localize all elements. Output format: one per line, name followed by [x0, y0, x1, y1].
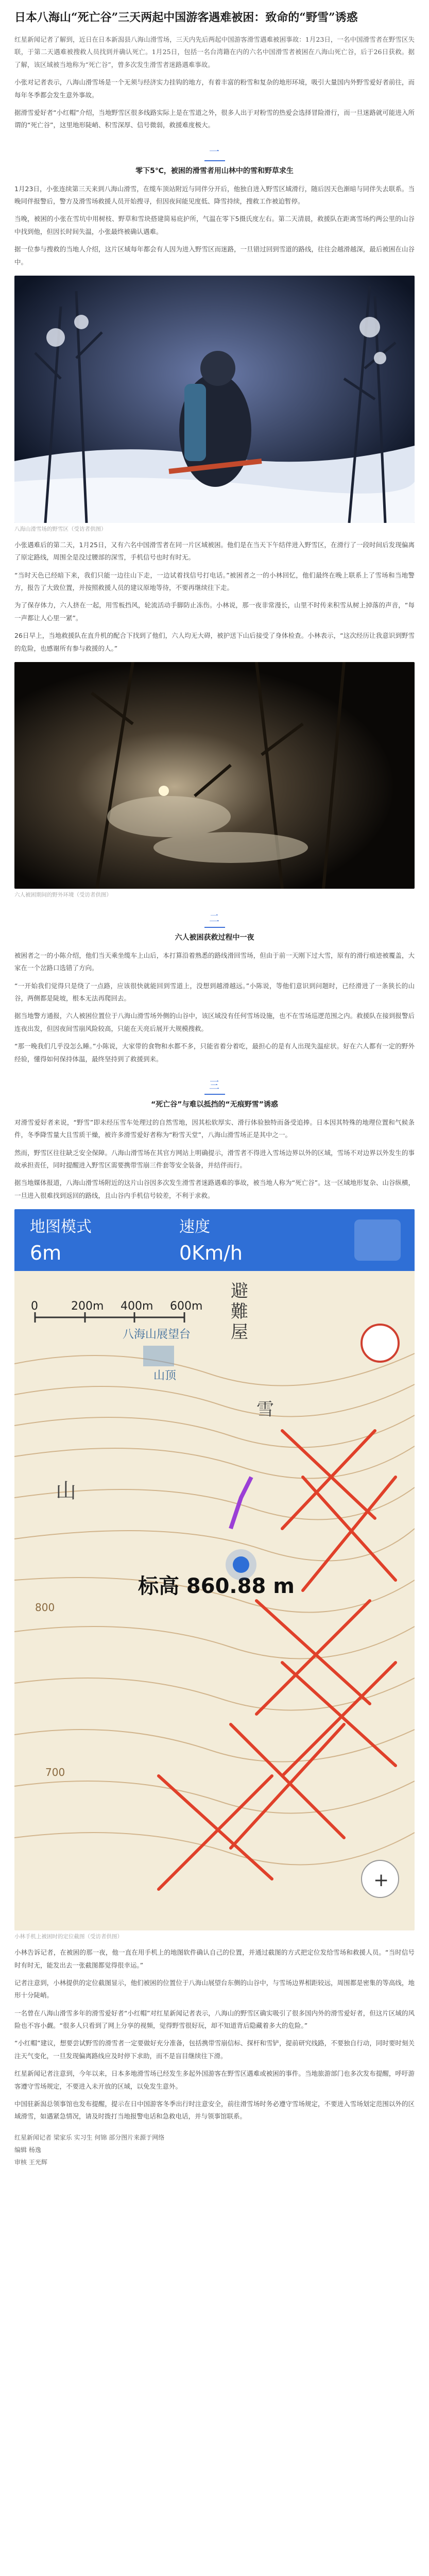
contour-label: 700 — [45, 1766, 65, 1779]
map-kanji: 難 — [231, 1301, 248, 1323]
scale-tick: 0 — [31, 1300, 38, 1313]
story-paragraph: 小张遇难后的第二天，1月25日，又有六名中国滑雪者在同一片区域被困。他们是在当天下午结伴进入野雪区，在滑行了一段时间后发现偏离了原定路线，周围全是没过腰部的深雪，手机信号也时有时无。 — [14, 540, 415, 562]
byline: 红星新闻记者 梁家乐 实习生 何锦 部分图片来源于网络 — [14, 2133, 165, 2141]
section-paragraph: “那一晚我们几乎没怎么睡。”小陈说，大家带的食物和水都不多，只能省着分着吃，最担心的是有人出现失温症状。好在六人都有一定的野外经验，懂得如何保持体温，最终坚持到了救援到来。 — [14, 1042, 415, 1063]
section-paragraph: 当晚，被困的小张在雪坑中用树枝、野草和雪块搭建简易庇护所，气温在零下5摄氏度左右。第二天清晨，救援队在距离雪场约两公里的山谷中找到他，但因长时间失温，小张最终被确认遇难。 — [14, 215, 415, 235]
story-paragraph: 为了保存体力，六人挤在一起，用雪板挡风，轮流活动手脚防止冻伤。小林说，那一夜非常漫长，山里不时传来积雪从树上掉落的声音，“每一声都让人心里一紧”。 — [14, 601, 415, 622]
map-mode-label: 地图模式 — [30, 1218, 92, 1236]
map-kanji: 山 — [56, 1479, 76, 1503]
svg-text:+: + — [373, 1870, 389, 1891]
closing-paragraph: 一名曾在八海山滑雪多年的滑雪爱好者“小红帽”对红星新闻记者表示，八海山的野雪区确实吸引了很多国内外的滑雪爱好者，但这片区域的风险也不容小觑。“很多人只看到了网上分享的视频，觉得野雪很好玩，却不知道背后隐藏着多大的危险。” — [14, 2009, 415, 2029]
story-paragraph: 26日早上，当地救援队在直升机的配合下找到了他们，六人均无大碍，被护送下山后接受了身体检查。小林表示，“这次经历让我意识到野雪的危险，也感谢所有参与救援的人。” — [14, 632, 415, 652]
closing-paragraph: 红星新闻记者注意到，今年以来，日本多地滑雪场已经发生多起外国游客在野雪区遇难或被困的事件。当地旅游部门也多次发布提醒，呼吁游客遵守雪场规定，不要进入未开放的区域，以免发生意外。 — [14, 2070, 415, 2090]
photo-caption: 八海山滑雪场的野雪区（受访者供图） — [14, 526, 107, 532]
elevation-label: 标高 860.88 m — [138, 1574, 295, 1599]
night-ski-photo — [14, 276, 415, 523]
section-paragraph: 对滑雪爱好者来说，“野雪”即未经压雪车处理过的自然雪地，因其松软厚实、滑行体验独特而备受追捧。日本因其特殊的地理位置和气候条件，冬季降雪量大且雪质干燥，被许多滑雪爱好者称为“粉雪天堂”，八海山滑雪场正是其中之一。 — [14, 1118, 415, 1139]
section-paragraph: 被困者之一的小陈介绍，他们当天乘坐缆车上山后，本打算沿着熟悉的路线滑回雪场，但由于前一天刚下过大雪，原有的滑行痕迹被覆盖，大家在一个岔路口选错了方向。 — [14, 951, 415, 972]
scale-tick: 600m — [170, 1300, 203, 1313]
location-marker-icon — [226, 1549, 256, 1580]
forest-night-photo — [14, 662, 415, 889]
section-paragraph: “一开始我们觉得只是绕了一点路，应该很快就能回到雪道上，没想到越滑越远。”小陈说，等他们意识到问题时，已经滑进了一条狭长的山谷，两侧都是陡坡，根本无法再爬回去。 — [14, 981, 415, 1002]
map-speed-label: 速度 — [179, 1218, 210, 1236]
map-kanji: 避 — [231, 1281, 248, 1302]
section-number: 一 — [209, 145, 220, 158]
map-kanji: 雪 — [256, 1399, 274, 1420]
section-paragraph: 然而，野雪区往往缺乏安全保障。八海山滑雪场在其官方网站上明确提示，滑雪者不得进入雪场边界以外的区域，雪场不对边界以外发生的事故承担责任，同时提醒进入野雪区需要携带雪崩三件套等安全装备，并结伴而行。 — [14, 1148, 415, 1169]
section-paragraph: 据当地警方通报，六人被困位置位于八海山滑雪场外侧的山谷中，该区域没有任何雪场设施，也不在雪场巡逻范围之内。救援队在接到报警后连夜出发，但因夜间雪崩风险较高，只能在天亮后展开大规模搜救。 — [14, 1012, 415, 1032]
section-number: 二 — [209, 911, 220, 924]
intro-paragraph: 据滑雪爱好者“小红帽”介绍，当地野雪区很多线路实际上是在雪道之外，很多人出于对粉雪的热爱会选择冒险滑行，而一旦迷路就可能进入所谓的“死亡谷”，这里地形陡峭、积雪深厚、信号微弱，救援难度极大。 — [14, 108, 415, 129]
section-heading: “死亡谷”与难以抵挡的“无痕野雪”诱惑 — [151, 1100, 278, 1109]
section-divider — [14, 143, 415, 176]
story-paragraph: “当时天色已经暗下来，我们只能一边往山下走，一边试着找信号打电话。”被困者之一的小林回忆，他们最终在晚上联系上了雪场和当地警方，报告了大致位置，并按照救援人员的建议原地等待，不要再继续往下走。 — [14, 571, 415, 591]
map-kanji: 屋 — [231, 1322, 248, 1343]
photo-caption: 六人被困期间的野外环境（受访者供图） — [14, 891, 112, 898]
closing-paragraph: 记者注意到，小林提供的定位截图显示，他们被困的位置位于八海山展望台东侧的山谷中，与雪场边界相距较远，周围都是密集的等高线，地形十分陡峭。 — [14, 1978, 415, 1999]
section-paragraph: 据当地媒体报道，八海山滑雪场附近的这片山谷因多次发生滑雪者迷路遇难的事故，被当地人称为“死亡谷”。这一区域地形复杂、山谷纵横，一旦进入很难找到返回的路线，且山谷内手机信号较差，不利于求救。 — [14, 1179, 415, 1199]
closing-paragraph: 中国驻新潟总领事馆也发布提醒，提示在日中国游客冬季出行时注意安全，前往滑雪场时务必遵守雪场规定，不要进入雪场划定范围以外的区域滑雪，如遇紧急情况，请及时拨打当地报警电话和急救电话，并与领事馆联系。 — [14, 2099, 415, 2121]
closing-paragraph: “小红帽”建议，想要尝试野雪的滑雪者一定要做好充分准备，包括携带雪崩信标、探杆和雪铲，提前研究线路，不要独自行动，同时要时刻关注天气变化，一旦发现偏离路线应及时停下求助，而不是盲目继续往下滑。 — [14, 2039, 415, 2060]
photo-caption: 小林手机上被困时的定位截图（受访者供图） — [14, 1934, 123, 1940]
scale-tick: 200m — [71, 1300, 104, 1313]
section-number: 三 — [209, 1078, 220, 1091]
section-rule — [204, 160, 225, 161]
section-rule — [204, 1094, 225, 1095]
map-speed-value: 0Km/h — [179, 1242, 243, 1265]
section-rule — [204, 927, 225, 928]
section-divider — [14, 910, 415, 942]
map-screenshot — [14, 1209, 415, 1930]
reviewer-line: 审核 王光辉 — [14, 2158, 47, 2166]
section-heading: 零下5℃，被困的滑雪者用山林中的雪和野草求生 — [135, 166, 294, 175]
section-paragraph: 据一位参与搜救的当地人介绍，这片区域每年都会有人因为进入野雪区而迷路，一旦错过回到雪道的路线，往往会越滑越深，最后被困在山谷中。 — [14, 245, 415, 266]
article-lead: 红星新闻记者了解到，近日在日本新潟县八海山滑雪场，三天内先后两起中国游客滑雪遇难被困事故：1月23日，一名中国滑雪者在野雪区失联，于第二天遇难被搜救人员找到并确认死亡。1月25日，包括一名台湾籍在内的六名中国滑雪者被困在八海山死亡谷，后于26日获救。据了解，该区域被当地称为“死亡谷”，曾多次发生滑雪者迷路遇难事故。 — [14, 36, 415, 69]
place-label: 八海山展望台 — [123, 1328, 191, 1342]
map-scale-value: 6m — [30, 1242, 62, 1265]
article-title: 日本八海山“死亡谷”三天两起中国游客遇难被困：致命的“野雪”诱惑 — [14, 11, 358, 24]
editor-line: 编辑 杨逸 — [14, 2146, 41, 2154]
place-label: 山顶 — [153, 1369, 177, 1383]
article-footer — [14, 2131, 415, 2168]
intro-paragraph: 小张对记者表示，八海山滑雪场是一个无须与经济实力挂钩的地方，有着丰富的粉雪和复杂的地形环境，吸引大量国内外野雪爱好者前往，而每年冬季都会发生意外事故。 — [14, 78, 415, 99]
closing-paragraph: 小林告诉记者，在被困的那一夜，他一直在用手机上的地图软件确认自己的位置，并通过截图的方式把定位发给雪场和救援人员。“当时信号时有时无，能发出去一张截图都觉得很幸运。” — [14, 1948, 415, 1969]
contour-label: 800 — [35, 1601, 55, 1614]
section-paragraph: 1月23日，小张连续第三天来到八海山滑雪，在缆车顶站附近与同伴分开后，他独自进入野雪区域滑行，随后因天色渐暗与同伴失去联系。当晚同伴报警后，警方及滑雪场救援人员开始搜寻，但因夜间能见度低、降雪持续，搜救工作被迫暂停。 — [14, 184, 415, 205]
section-heading: 六人被困获救过程中一夜 — [175, 933, 254, 942]
section-divider — [14, 1077, 415, 1109]
scale-tick: 400m — [121, 1300, 153, 1313]
